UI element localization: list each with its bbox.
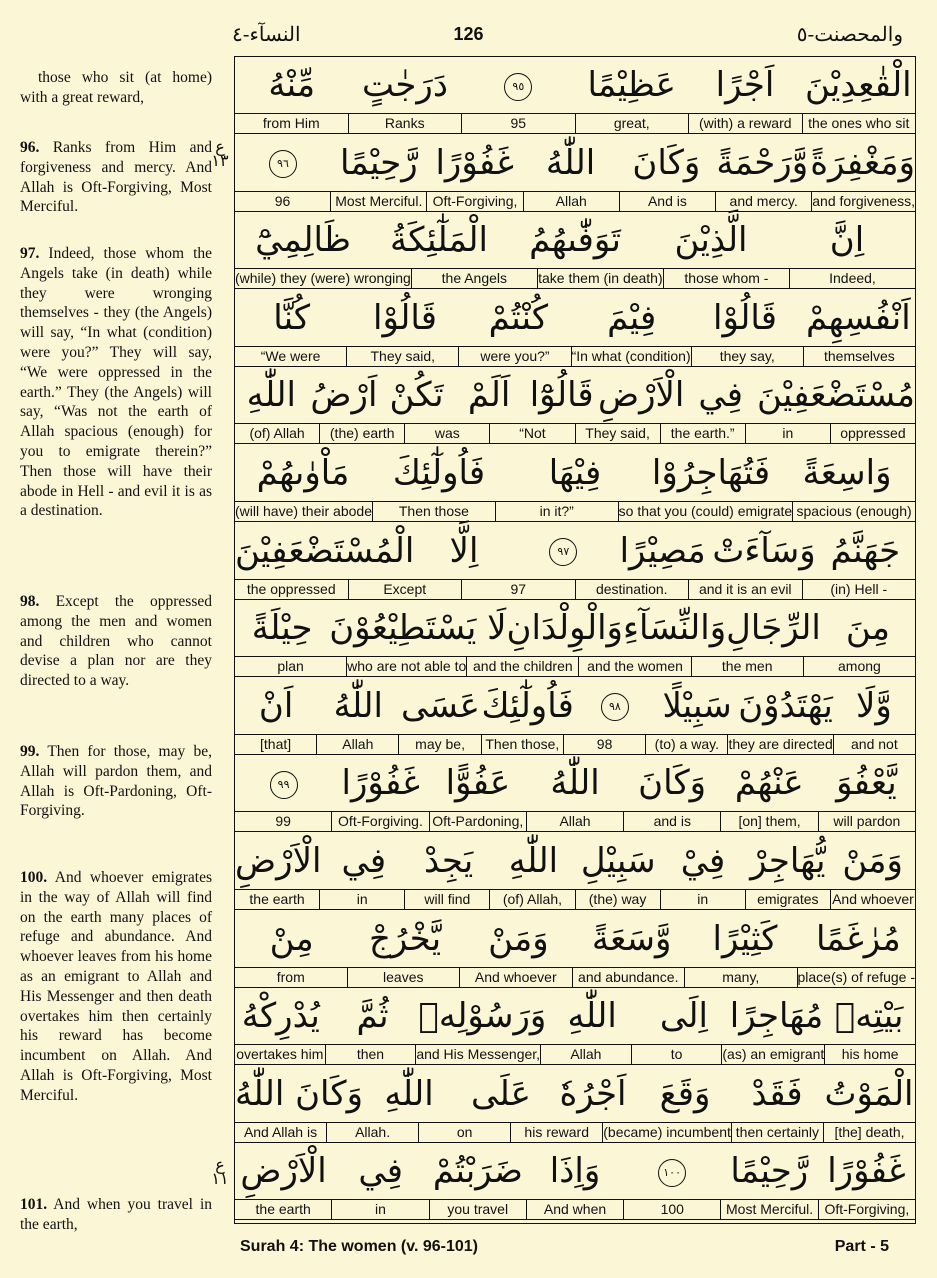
english-gloss-cell: on: [418, 1123, 510, 1142]
arabic-word: كُنْتُمْ: [488, 297, 549, 338]
arabic-word: اِنَّ: [829, 220, 865, 261]
english-gloss-cell: who are not able to: [347, 658, 467, 675]
arabic-word: اللّٰهِ: [246, 375, 296, 416]
english-gloss-cell: 98: [563, 735, 645, 754]
arabic-word: وَالنِّسَآءِ: [622, 608, 727, 649]
english-gloss-cell: so that you (could) emigrate: [618, 503, 793, 519]
arabic-word: اَرْضُ: [310, 375, 378, 416]
ruku-marker: ع ١١: [211, 1155, 229, 1188]
grid-row: [235, 290, 915, 368]
english-gloss-cell: to: [631, 1045, 722, 1064]
english-gloss-cell: and not: [833, 735, 915, 754]
arabic-word: الْاَرْضِ: [240, 1151, 327, 1192]
arabic-word: ثُمَّ: [356, 996, 389, 1037]
arabic-word: لَا يَسْتَطِيْعُوْنَ: [329, 608, 507, 649]
english-gloss-cell: the earth: [249, 891, 305, 907]
verse-number: 100.: [20, 869, 48, 886]
english-gloss-line: [235, 347, 915, 367]
ayah-number-circle: ٩٥: [504, 73, 532, 101]
english-gloss-cell: among: [803, 657, 915, 676]
english-gloss-cell: They said,: [575, 424, 660, 443]
translation-text: those who sit (at home) with a great reward,: [20, 69, 212, 106]
arabic-line: [235, 290, 915, 347]
english-gloss-cell: the Angels: [411, 269, 537, 288]
ayah-number-circle: ١٠٠: [658, 1159, 686, 1187]
arabic-word: مُرٰغَمًا: [815, 918, 901, 959]
ayah-number-circle: ٩٨: [601, 693, 629, 721]
grid-row: [235, 678, 915, 756]
translation-text: Indeed, those whom the Angels take (in death) while they were wronging themselves - they (the Angels) will say, “In what (condition) were you?” They will say, “We were oppressed in the earth.” They (the Angels) will say, “Was not the earth of Allah spacious (enough) for you to emigrate therein?” Then those will have their abode in Hell - and evil it is as a destination.: [20, 245, 213, 520]
english-gloss-cell: in: [331, 1200, 428, 1219]
page-number: 126: [453, 24, 484, 44]
arabic-word: فِي: [341, 841, 387, 881]
english-gloss-cell: emigrates: [745, 890, 830, 909]
english-gloss-line: [235, 580, 915, 600]
arabic-word: رَّحِيْمًا: [339, 142, 418, 183]
arabic-word: اِلَى: [659, 996, 708, 1037]
arabic-word: فِي: [358, 1151, 404, 1192]
arabic-word: غَفُوْرًا: [435, 142, 514, 183]
english-gloss-cell: in it?”: [495, 502, 618, 521]
verse-number: 101.: [20, 1196, 48, 1213]
english-gloss-cell: great,: [575, 114, 689, 133]
arabic-line: [235, 367, 915, 424]
english-gloss-cell: And whoever: [459, 968, 572, 987]
english-gloss-cell: from Him: [262, 115, 320, 131]
english-gloss-cell: 99: [275, 813, 291, 830]
english-gloss-cell: was: [404, 424, 489, 443]
english-gloss-cell: themselves: [803, 347, 915, 366]
english-gloss-cell: (in) Hell -: [802, 580, 916, 599]
arabic-word: فَاُولٰٓئِكَ: [481, 685, 574, 726]
english-gloss-cell: leaves: [347, 968, 460, 987]
english-gloss-cell: And Allah is: [243, 1123, 318, 1140]
english-gloss-cell: [that]: [260, 735, 292, 752]
english-gloss-cell: and it is an evil: [688, 580, 802, 599]
ayah-number-circle: ٩٩: [270, 771, 298, 799]
english-gloss-cell: will find: [404, 890, 489, 909]
english-gloss-line: [235, 1200, 915, 1220]
arabic-word: وَمَغْفِرَةً: [810, 142, 915, 183]
arabic-word: يُدْرِكْهُ: [241, 996, 320, 1037]
arabic-word: كُنَّا: [273, 297, 311, 338]
english-gloss-cell: “In what (condition): [571, 347, 691, 364]
english-gloss-cell: will pardon: [818, 812, 915, 831]
english-gloss-cell: Oft-Forgiving,: [818, 1200, 915, 1219]
english-gloss-cell: and abundance.: [572, 968, 685, 987]
arabic-line: [235, 678, 915, 735]
english-gloss-line: [235, 890, 915, 910]
arabic-word: اَنْ: [258, 685, 294, 726]
english-gloss-cell: (the) way: [575, 890, 660, 909]
translation-text: Ranks from Him and forgiveness and mercy. And Allah is Oft-Forgiving, Most Merciful.: [20, 139, 212, 216]
english-gloss-cell: were you?”: [458, 347, 570, 366]
ruku-marker: ع ١٣: [211, 137, 229, 170]
english-gloss-cell: Then those: [372, 502, 495, 521]
english-gloss-cell: (of) Allah,: [489, 890, 574, 909]
english-gloss-cell: Ranks: [348, 114, 462, 133]
arabic-line: [235, 1143, 915, 1200]
english-gloss-line: [235, 424, 915, 444]
arabic-word: عَسَى: [400, 685, 480, 726]
english-gloss-cell: the earth.”: [660, 424, 745, 443]
english-gloss-cell: take them (in death): [538, 270, 663, 287]
arabic-word: وَمَنْ: [842, 841, 903, 881]
english-gloss-line: [235, 735, 915, 755]
english-gloss-cell: and mercy.: [715, 192, 811, 211]
arabic-word: عَظِيْمًا: [587, 65, 676, 105]
arabic-word: وَّلَا: [856, 685, 892, 726]
arabic-word: وَّرَحْمَةً: [716, 142, 809, 183]
arabic-line: [235, 135, 915, 192]
english-gloss-cell: the earth: [255, 1201, 311, 1218]
grid-row: [235, 445, 915, 523]
english-gloss-cell: And when: [526, 1200, 623, 1219]
english-gloss-cell: and forgiveness,: [812, 192, 915, 209]
english-gloss-cell: you travel: [429, 1200, 526, 1219]
verse-number: 97.: [20, 245, 40, 262]
ayah-end-marker: [514, 534, 613, 568]
english-gloss-cell: (while) they (were) wronging: [234, 270, 411, 287]
english-gloss-cell: Most Merciful.: [720, 1200, 817, 1219]
english-gloss-cell: the men: [691, 657, 803, 676]
arabic-line: [235, 445, 915, 502]
english-gloss-line: [235, 502, 915, 522]
arabic-word: اَجْرًا: [715, 65, 775, 105]
english-gloss-cell: overtakes him: [236, 1046, 324, 1063]
english-gloss-line: [235, 812, 915, 832]
english-gloss-cell: Except: [348, 580, 462, 599]
arabic-word: رَّحِيْمًا: [730, 1151, 809, 1192]
arabic-word: سَبِيْلِ: [580, 841, 656, 881]
english-gloss-cell: destination.: [575, 580, 689, 599]
grid-row: [235, 1066, 915, 1144]
arabic-word: اَنْفُسِهِمْ: [805, 297, 911, 338]
english-gloss-cell: the oppressed: [246, 580, 336, 597]
english-gloss-cell: Indeed,: [789, 269, 915, 288]
english-gloss-cell: And whoever: [830, 890, 915, 909]
arabic-word: وَسَآءَتْ: [712, 530, 816, 571]
english-gloss-cell: and His Messenger,: [416, 1046, 541, 1063]
english-gloss-cell: the ones who sit: [802, 114, 916, 133]
translation-paragraph: [20, 868, 212, 1106]
arabic-word: الَّذِيْنَ: [674, 220, 748, 261]
english-gloss-cell: 97: [461, 580, 575, 599]
arabic-word: بَيْتِهٖ: [834, 996, 904, 1037]
english-gloss-cell: Then those,: [481, 735, 563, 754]
grid-row: [235, 523, 915, 601]
english-gloss-cell: then: [325, 1045, 416, 1064]
english-gloss-cell: in: [319, 890, 404, 909]
english-gloss-cell: And is: [619, 192, 715, 211]
arabic-line: [235, 57, 915, 114]
arabic-word: غَفُوْرًا: [341, 763, 420, 804]
arabic-word: يَجِدْ: [423, 841, 474, 881]
arabic-line: [235, 600, 915, 657]
arabic-word: تَوَفّٰىهُمُ: [529, 220, 621, 261]
footer-surah: Surah 4: The women (v. 96-101): [240, 1238, 478, 1255]
english-gloss-cell: in: [745, 424, 830, 443]
arabic-line: [235, 833, 915, 890]
arabic-word: دَرَجٰتٍ: [362, 65, 448, 105]
english-gloss-cell: and the women: [578, 657, 690, 676]
english-gloss-line: [235, 1045, 915, 1065]
english-gloss-cell: Allah: [540, 1045, 631, 1064]
arabic-word: مِّنْهُ: [268, 65, 316, 105]
arabic-word: اللّٰهُ: [550, 763, 600, 804]
word-by-word-grid: [234, 56, 916, 1224]
ayah-end-marker: [574, 689, 656, 723]
arabic-word: اللّٰهُ: [545, 142, 596, 183]
english-gloss-cell: Oft-Forgiving,: [426, 192, 522, 211]
arabic-word: فِيْمَ: [607, 297, 657, 338]
arabic-word: وَقَعَ: [659, 1073, 711, 1114]
grid-row: [235, 911, 915, 989]
english-gloss-cell: his reward: [510, 1123, 602, 1142]
english-gloss-cell: “Not: [489, 424, 574, 443]
english-gloss-cell: (became) incumbent: [603, 1123, 731, 1140]
arabic-word: وَكَانَ اللّٰهُ: [234, 1073, 363, 1114]
translation-paragraph: [20, 138, 212, 217]
ayah-end-marker: [235, 146, 331, 180]
arabic-word: مُسْتَضْعَفِيْنَ: [756, 375, 915, 416]
ayah-number-circle: ٩٦: [269, 150, 297, 178]
english-gloss-line: [235, 968, 915, 988]
arabic-word: كَثِيْرًا: [712, 918, 778, 959]
english-gloss-cell: “We were: [260, 347, 321, 364]
arabic-word: اِلَّا: [449, 530, 479, 571]
grid-row: [235, 755, 915, 833]
ayah-end-marker: [462, 68, 575, 102]
arabic-word: سَبِيْلًا: [662, 685, 732, 726]
english-gloss-cell: Allah: [316, 735, 398, 754]
arabic-word: حِيْلَةً: [251, 608, 313, 649]
header-surah-name: النسآء-٤: [232, 22, 301, 46]
grid-row: [235, 1143, 915, 1221]
grid-row: [235, 367, 915, 445]
arabic-word: اَجْرُهٗ: [559, 1073, 627, 1114]
arabic-word: فَتُهَاجِرُوْا: [651, 453, 771, 493]
arabic-word: فِيْهَا: [548, 453, 602, 493]
arabic-word: الْاَرْضِ: [235, 841, 322, 881]
english-gloss-cell: Allah: [526, 812, 623, 831]
arabic-word: وَمَنْ: [488, 918, 549, 959]
arabic-word: الْمَلٰٓئِكَةُ: [390, 220, 488, 261]
english-gloss-line: [235, 114, 915, 134]
arabic-word: وَرَسُوْلِهٖ: [418, 996, 547, 1037]
english-gloss-cell: then certainly: [731, 1123, 823, 1142]
arabic-word: عَفُوًّا: [445, 763, 511, 804]
grid-row: [235, 135, 915, 213]
translation-text: And whoever emigrates in the way of Allah will find on the earth many places of refuge and abundance. And whoever leaves from his home as an emigrant to Allah and His Messenger and then death overtakes him then certainly his reward has become incumbent on Allah. And Allah is Oft-Forgiving, Most Merciful.: [20, 869, 212, 1104]
arabic-word: اَلَمْ: [467, 375, 511, 416]
grid-row: [235, 988, 915, 1066]
english-gloss-cell: and is: [623, 812, 720, 831]
arabic-word: جَهَنَّمُ: [830, 530, 901, 571]
arabic-word: الْمُسْتَضْعَفِيْنَ: [235, 530, 415, 571]
arabic-word: الْاَرْضِ: [598, 375, 685, 416]
english-gloss-cell: Allah.: [326, 1123, 418, 1142]
grid-row: [235, 212, 915, 290]
ayah-end-marker: [235, 766, 332, 800]
arabic-word: مُهَاجِرًا: [729, 996, 824, 1037]
english-gloss-cell: many,: [684, 968, 797, 987]
arabic-word: فَقَدْ: [751, 1073, 803, 1114]
arabic-word: غَفُوْرًا: [827, 1151, 906, 1192]
grid-row: [235, 57, 915, 135]
arabic-word: تَكُنْ: [389, 375, 444, 416]
arabic-word: يَّعْفُوَ: [836, 763, 897, 804]
footer-part: Part - 5: [834, 1238, 889, 1255]
english-gloss-cell: (to) a way.: [645, 735, 727, 754]
arabic-line: [235, 212, 915, 269]
english-gloss-cell: They said,: [346, 347, 458, 366]
english-gloss-cell: [the] death,: [823, 1123, 915, 1142]
arabic-word: مَصِيْرًا: [619, 530, 706, 571]
arabic-word: اللّٰهِ: [567, 996, 617, 1037]
arabic-word: عَنْهُمْ: [734, 763, 804, 804]
english-gloss-cell: (as) an emigrant: [722, 1046, 825, 1063]
header-juz-name: والمحصنت-٥: [796, 22, 903, 46]
english-gloss-cell: Oft-Pardoning,: [429, 812, 526, 831]
arabic-line: [235, 911, 915, 968]
english-gloss-cell: (will have) their abode: [235, 503, 372, 519]
translation-paragraph: [20, 592, 212, 691]
translation-paragraph: [20, 244, 212, 521]
english-gloss-cell: in: [660, 890, 745, 909]
english-gloss-cell: those whom -: [663, 269, 789, 288]
arabic-word: يُّهَاجِرْ: [750, 841, 826, 881]
arabic-word: الْقٰعِدِيْنَ: [805, 65, 912, 105]
english-gloss-cell: (the) earth: [319, 424, 404, 443]
arabic-word: وَاسِعَةً: [802, 453, 892, 493]
english-gloss-cell: they are directed: [728, 735, 833, 752]
english-gloss-cell: plan: [277, 658, 304, 675]
ayah-number-circle: ٩٧: [549, 538, 577, 566]
english-gloss-cell: [on] them,: [720, 812, 817, 831]
arabic-word: وَكَانَ: [632, 142, 701, 183]
english-gloss-cell: Most Merciful.: [330, 192, 426, 211]
grid-row: [235, 833, 915, 911]
english-gloss-cell: spacious (enough): [792, 502, 915, 521]
grid-row: [235, 600, 915, 678]
arabic-word: يَّخْرُجْ: [368, 918, 442, 959]
verse-number: 99.: [20, 743, 40, 760]
english-gloss-cell: they say,: [691, 347, 803, 366]
arabic-word: قَالُوْٓا: [529, 375, 594, 416]
english-gloss-line: [235, 269, 915, 289]
english-gloss-cell: 96: [274, 192, 291, 209]
english-gloss-line: [235, 192, 915, 212]
english-gloss-cell: (with) a reward: [688, 114, 802, 133]
english-gloss-cell: and the children: [466, 657, 578, 676]
arabic-word: عَلَى: [471, 1073, 531, 1114]
arabic-word: قَالُوْا: [373, 297, 438, 338]
arabic-word: ضَرَبْتُمْ: [432, 1151, 523, 1192]
arabic-word: ظَالِمِيْٓ: [255, 220, 351, 261]
english-gloss-cell: oppressed: [830, 424, 915, 443]
verse-number: 96.: [20, 139, 40, 156]
translation-paragraph: [20, 68, 212, 108]
english-gloss-cell: Oft-Forgiving.: [331, 812, 428, 831]
arabic-word: اللّٰهِ: [508, 841, 559, 881]
arabic-word: فِيْ: [680, 841, 726, 881]
arabic-word: الرِّجَالِ: [726, 608, 821, 649]
arabic-word: فَاُولٰٓئِكَ: [392, 453, 486, 493]
arabic-word: وَّسَعَةً: [591, 918, 672, 959]
arabic-word: مِنْ: [269, 918, 314, 959]
arabic-word: مَاْوٰىهُمْ: [256, 453, 350, 493]
verse-number: 98.: [20, 593, 40, 610]
translation-text: Except the oppressed among the men and women and children who cannot devise a plan nor are they directed to a way.: [20, 593, 212, 690]
arabic-word: وَاِذَا: [549, 1151, 601, 1192]
english-gloss-cell: 100: [623, 1200, 720, 1219]
arabic-word: وَالْوِلْدَانِ: [506, 608, 623, 649]
arabic-word: مِنَ: [845, 608, 890, 649]
translation-text: Then for those, may be, Allah will pardon them, and Allah is Oft-Pardoning, Oft-Forgiving.: [20, 743, 212, 820]
arabic-line: [235, 1066, 915, 1123]
english-gloss-cell: (of) Allah: [249, 425, 305, 442]
translation-text: And when you travel in the earth,: [20, 1196, 212, 1233]
arabic-word: الْمَوْتُ: [824, 1073, 914, 1114]
translation-paragraph: [20, 742, 212, 821]
english-gloss-cell: from: [276, 968, 305, 985]
arabic-line: [235, 755, 915, 812]
english-gloss-line: [235, 1123, 915, 1143]
english-gloss-cell: his home: [824, 1045, 915, 1064]
arabic-word: اللّٰهُ: [333, 685, 383, 726]
arabic-word: وَكَانَ: [638, 763, 707, 804]
english-gloss-cell: 95: [461, 114, 575, 133]
english-gloss-cell: place(s) of refuge -: [797, 968, 915, 985]
arabic-word: يَهْتَدُوْنَ: [738, 685, 833, 726]
translation-paragraph: [20, 1195, 212, 1235]
arabic-word: فِي: [698, 375, 743, 416]
english-gloss-line: [235, 657, 915, 677]
arabic-word: اللّٰهِ: [384, 1073, 434, 1114]
arabic-line: [235, 523, 915, 580]
arabic-word: قَالُوْا: [713, 297, 777, 338]
english-gloss-cell: may be,: [398, 735, 480, 754]
english-gloss-cell: Allah: [523, 192, 619, 211]
ayah-end-marker: [624, 1154, 721, 1188]
arabic-line: [235, 988, 915, 1045]
